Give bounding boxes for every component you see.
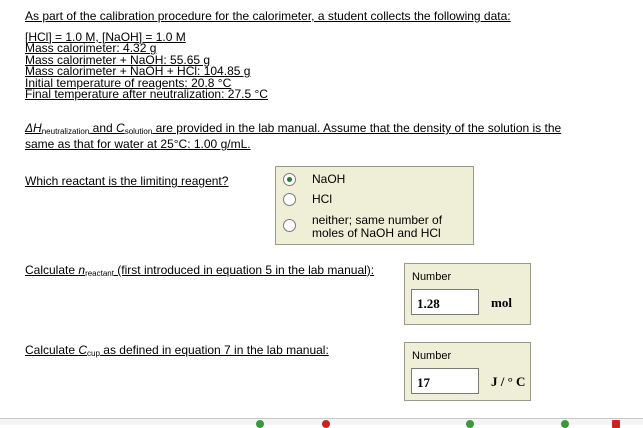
option-neither-line1: neither; same number of: [312, 213, 443, 227]
give-up-icon[interactable]: [322, 420, 330, 428]
c-solution-symbol: C: [116, 121, 125, 135]
dh-subscript: neutralization: [41, 127, 90, 136]
n-reactant-input[interactable]: 1.28: [411, 289, 479, 315]
provided-line-1: [25, 121, 561, 136]
c-cup-subscript: cup: [87, 349, 100, 358]
provided-line-2: same as that for water at 25°C: 1.00 g/mL.: [25, 137, 251, 151]
radio-naoh[interactable]: [283, 173, 296, 186]
check-answer-icon[interactable]: [466, 420, 474, 428]
n-reactant-question: [25, 263, 374, 278]
option-neither-label: [312, 214, 442, 240]
and-text: and: [89, 121, 117, 135]
radio-neither[interactable]: [283, 219, 296, 232]
n-reactant-unit: mol: [491, 295, 512, 310]
q3-post: as defined in equation 7 in the lab manual:: [99, 343, 329, 357]
option-naoh[interactable]: [283, 173, 345, 186]
limiting-reagent-question: Which reactant is the limiting reagent?: [25, 174, 229, 188]
previous-icon[interactable]: [256, 420, 264, 428]
provided-rest: are provided in the lab manual. Assume that the density of the solution is the: [152, 121, 562, 135]
data-line-initial-temp: Initial temperature of reagents: 20.8 °C: [25, 75, 232, 90]
data-line-final-temp: Final temperature after neutralization: 27.5 °C: [25, 87, 268, 102]
q3-pre: Calculate: [25, 343, 79, 357]
option-hcl-label: HCl: [312, 192, 332, 206]
c-solution-subscript: solution: [124, 127, 153, 136]
data-line-mass-calorimeter: Mass calorimeter: 4.32 g: [25, 41, 157, 56]
intro-text: As part of the calibration procedure for the calorimeter, a student collects the following data:: [25, 9, 511, 23]
option-neither-line2: moles of NaOH and HCl: [312, 226, 441, 240]
bottom-toolbar: [0, 418, 643, 425]
option-neither[interactable]: [283, 214, 442, 240]
data-list: [25, 32, 268, 100]
radio-hcl[interactable]: [283, 193, 296, 206]
n-reactant-answer-panel: [404, 263, 531, 325]
data-line-mass-naoh-hcl: Mass calorimeter + NaOH + HCl: 104.85 g: [25, 64, 251, 79]
n-reactant-caption: Number: [412, 271, 452, 283]
c-cup-symbol: C: [78, 343, 88, 357]
c-cup-question: [25, 343, 329, 358]
dh-symbol: ΔH: [25, 121, 42, 135]
q2-pre: Calculate: [25, 263, 79, 277]
n-symbol: n: [78, 263, 86, 277]
option-hcl[interactable]: [283, 193, 332, 206]
data-line-mass-naoh: Mass calorimeter + NaOH: 55.65 g: [25, 52, 211, 67]
c-cup-input[interactable]: 17: [411, 368, 479, 394]
exit-icon[interactable]: [612, 420, 620, 428]
limiting-reagent-options: [275, 166, 474, 245]
data-line-concentration: [HCl] = 1.0 M, [NaOH] = 1.0 M: [25, 30, 186, 44]
option-naoh-label: NaOH: [312, 172, 346, 186]
q2-post: (first introduced in equation 5 in the lab manual):: [113, 263, 375, 277]
c-cup-caption: Number: [412, 350, 452, 362]
c-cup-unit: J / ° C: [491, 374, 526, 389]
c-cup-answer-panel: [404, 342, 531, 401]
n-subscript: reactant: [85, 269, 114, 278]
next-icon[interactable]: [561, 420, 569, 428]
